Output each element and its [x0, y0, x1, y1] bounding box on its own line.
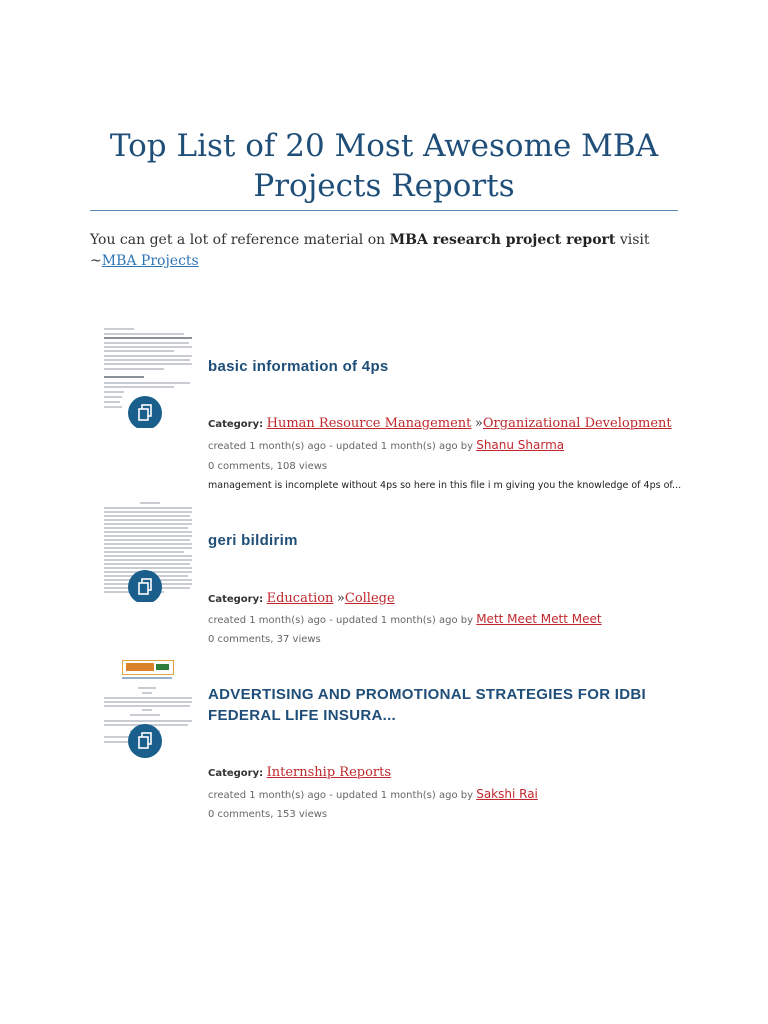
stats-line: 0 comments, 153 views [208, 809, 328, 820]
document-icon [128, 396, 162, 428]
category-separator: » [474, 416, 483, 431]
company-logo [122, 660, 174, 675]
intro-bold-text: MBA research project report [389, 232, 616, 248]
subcategory-link[interactable]: Organizational Development [482, 416, 672, 431]
document-thumbnail[interactable] [100, 658, 198, 760]
category-link[interactable]: Internship Reports [266, 765, 392, 780]
intro-text: You can get a lot of reference material on [90, 232, 390, 248]
category-link[interactable]: Education [266, 591, 334, 606]
category-label: Category: [208, 594, 264, 605]
mba-projects-link[interactable]: MBA Projects [101, 253, 199, 269]
document-thumbnail[interactable] [100, 326, 198, 428]
stats-line: 0 comments, 37 views [208, 634, 321, 645]
entry-title-link[interactable]: basic information of 4ps [208, 358, 389, 375]
category-line [208, 765, 391, 780]
entry-title-link[interactable]: ADVERTISING AND PROMOTIONAL STRATEGIES FOR IDBI FEDERAL LIFE INSURA... [208, 686, 647, 724]
created-text: created 1 month(s) ago - updated 1 month(s) ago by [208, 441, 474, 452]
category-link[interactable]: Human Resource Management [266, 416, 472, 431]
subcategory-link[interactable]: College [344, 591, 395, 606]
category-label: Category: [208, 419, 264, 430]
category-line [208, 591, 395, 606]
created-line [208, 612, 602, 626]
entry-description: management is incomplete without 4ps so here in this file i m giving you the knowledge of 4ps of... [208, 480, 682, 491]
title-divider [90, 210, 678, 211]
entry-title-link[interactable]: geri bildirim [208, 532, 298, 549]
author-link[interactable]: Shanu Sharma [476, 438, 565, 452]
author-link[interactable]: Sakshi Rai [476, 787, 538, 801]
author-link[interactable]: Mett Meet Mett Meet [476, 612, 602, 626]
intro-paragraph [90, 230, 690, 272]
created-line [208, 438, 564, 452]
intro-prefix: ~ [90, 253, 102, 269]
page-title: Top List of 20 Most Awesome MBA Projects Reports [109, 128, 659, 204]
stats-line: 0 comments, 108 views [208, 461, 328, 472]
created-text: created 1 month(s) ago - updated 1 month(s) ago by [208, 790, 474, 801]
created-line [208, 787, 538, 801]
document-icon [128, 570, 162, 602]
document-icon [128, 724, 162, 758]
document-thumbnail[interactable] [100, 500, 198, 602]
category-label: Category: [208, 768, 264, 779]
category-separator: » [336, 591, 345, 606]
created-text: created 1 month(s) ago - updated 1 month(s) ago by [208, 615, 474, 626]
category-line [208, 416, 672, 431]
intro-text-after: visit [615, 232, 650, 248]
